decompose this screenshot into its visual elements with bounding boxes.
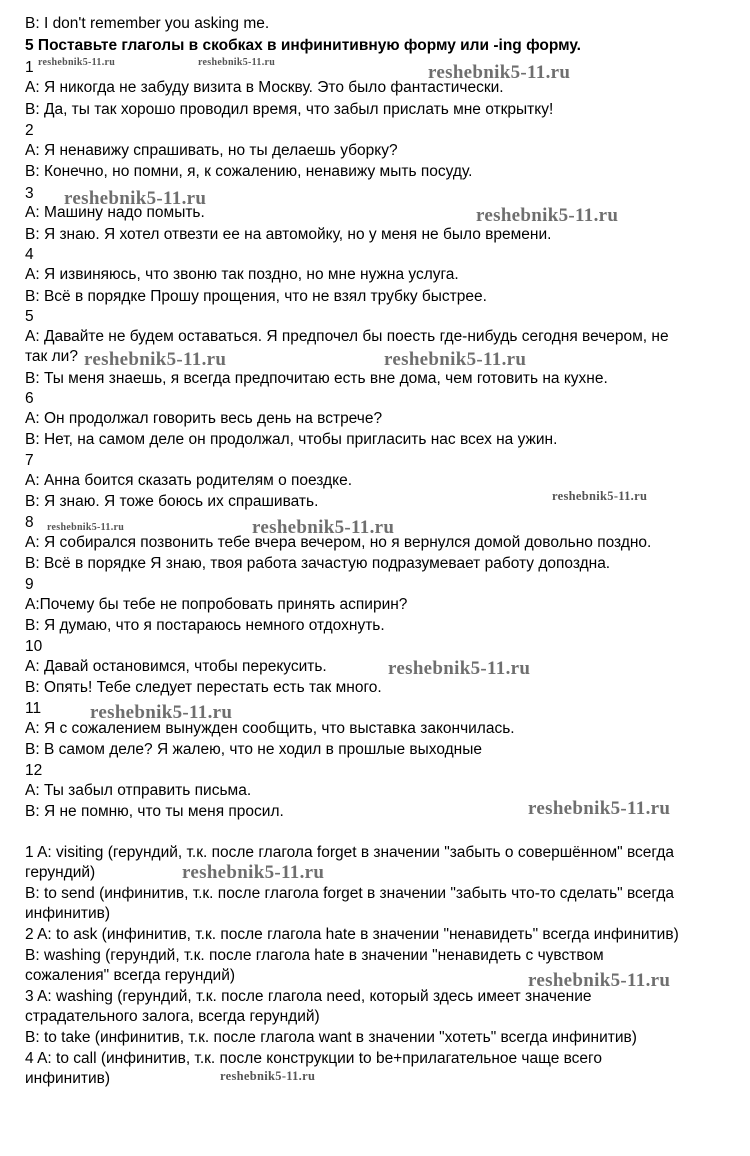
text-line: B: I don't remember you asking me. — [25, 15, 270, 32]
dialog-line-a: A: Давайте не будем оставаться. Я предпочел бы поесть где-нибудь сегодня вечером, не — [25, 328, 669, 345]
answer-line: B: washing (герундий, т.к. после глагола hate в значении "ненавидеть с чувством — [25, 947, 604, 964]
item-number: 9 — [25, 576, 34, 593]
watermark: reshebnik5-11.ru — [528, 970, 671, 991]
answer-line: инфинитив) — [25, 905, 111, 922]
answer-line: B: to take (инфинитив, т.к. после глагола want в значении "хотеть" всегда инфинитив) — [25, 1029, 637, 1046]
item-number: 12 — [25, 762, 43, 779]
answer-line: сожаления" всегда герундий) — [25, 967, 236, 984]
dialog-line-b: B: Опять! Тебе следует перестать есть так много. — [25, 679, 382, 696]
dialog-line-a: A: Машину надо помыть. — [25, 204, 205, 221]
dialog-line-b: B: Всё в порядке Я знаю, твоя работа зачастую подразумевает работу допоздна. — [25, 555, 611, 572]
answer-line: 2 A: to ask (инфинитив, т.к. после глагола hate в значении "ненавидеть" всегда инфинитив) — [25, 926, 679, 943]
watermark: reshebnik5-11.ru — [182, 862, 325, 883]
dialog-line-a: A: Я ненавижу спрашивать, но ты делаешь уборку? — [25, 142, 398, 159]
answer-line: 4 A: to call (инфинитив, т.к. после конструкции to be+прилагательное чаще всего — [25, 1050, 602, 1067]
item-number: 11 — [25, 700, 42, 717]
answer-line: страдательного залога, всегда герундий) — [25, 1008, 320, 1025]
exercise-heading: 5 Поставьте глаголы в скобках в инфинитивную форму или -ing форму. — [25, 37, 581, 54]
dialog-line-a: A: Анна боится сказать родителям о поездке. — [25, 472, 352, 489]
dialog-line-b: B: Всё в порядке Прошу прощения, что не взял трубку быстрее. — [25, 288, 487, 305]
dialog-line-b: B: Я знаю. Я хотел отвезти ее на автомойку, но у меня не было времени. — [25, 226, 552, 243]
dialog-line-a-cont: так ли? — [25, 348, 78, 365]
watermark: reshebnik5-11.ru — [528, 798, 671, 819]
watermark: reshebnik5-11.ru — [428, 62, 571, 83]
dialog-line-a: A: Я никогда не забуду визита в Москву. Это было фантастически. — [25, 79, 504, 96]
watermark: reshebnik5-11.ru — [90, 702, 233, 723]
watermark: reshebnik5-11.ru — [38, 57, 116, 68]
dialog-line-b: B: Я думаю, что я постараюсь немного отдохнуть. — [25, 617, 385, 634]
watermark: reshebnik5-11.ru — [476, 205, 619, 226]
dialog-line-a: A: Он продолжал говорить весь день на встрече? — [25, 410, 383, 427]
watermark: reshebnik5-11.ru — [220, 1069, 316, 1083]
item-number: 2 — [25, 122, 34, 139]
dialog-line-b: B: Конечно, но помни, я, к сожалению, ненавижу мыть посуду. — [25, 163, 473, 180]
dialog-line-b: B: Да, ты так хорошо проводил время, что забыл прислать мне открытку! — [25, 101, 554, 118]
item-number: 5 — [25, 308, 34, 325]
watermark: reshebnik5-11.ru — [252, 517, 395, 538]
watermark: reshebnik5-11.ru — [384, 349, 527, 370]
answer-line: B: to send (инфинитив, т.к. после глагола forget в значении "забыть что-то сделать" всегда — [25, 885, 675, 902]
dialog-line-b: B: Я не помню, что ты меня просил. — [25, 803, 284, 820]
dialog-line-a: A:Почему бы тебе не попробовать принять аспирин? — [25, 596, 408, 613]
dialog-line-a: A: Ты забыл отправить письма. — [25, 782, 252, 799]
watermark: reshebnik5-11.ru — [84, 349, 227, 370]
answer-line: 1 A: visiting (герундий, т.к. после глагола forget в значении "забыть о совершённом" всегда — [25, 844, 675, 861]
dialog-line-b: B: В самом деле? Я жалею, что не ходил в прошлые выходные — [25, 741, 482, 758]
dialog-line-b: B: Я знаю. Я тоже боюсь их спрашивать. — [25, 493, 319, 510]
dialog-line-a: A: Я с сожалением вынужден сообщить, что выставка закончилась. — [25, 720, 515, 737]
dialog-line-a: A: Я собирался позвонить тебе вчера вечером, но я вернулся домой довольно поздно. — [25, 534, 652, 551]
item-number: 1 — [25, 59, 34, 76]
dialog-line-a: A: Давай остановимся, чтобы перекусить. — [25, 658, 327, 675]
answer-line: 3 A: washing (герундий, т.к. после глагола need, который здесь имеет значение — [25, 988, 592, 1005]
answer-line: герундий) — [25, 864, 96, 881]
item-number: 4 — [25, 246, 34, 263]
dialog-line-b: B: Нет, на самом деле он продолжал, чтобы пригласить нас всех на ужин. — [25, 431, 558, 448]
dialog-line-a: A: Я извиняюсь, что звоню так поздно, но мне нужна услуга. — [25, 266, 459, 283]
watermark: reshebnik5-11.ru — [64, 188, 207, 209]
watermark: reshebnik5-11.ru — [552, 489, 648, 503]
watermark: reshebnik5-11.ru — [47, 522, 125, 533]
watermark: reshebnik5-11.ru — [198, 57, 276, 68]
watermark: reshebnik5-11.ru — [388, 658, 531, 679]
item-number: 7 — [25, 452, 34, 469]
answer-line: инфинитив) — [25, 1070, 111, 1087]
dialog-line-b: B: Ты меня знаешь, я всегда предпочитаю есть вне дома, чем готовить на кухне. — [25, 370, 608, 387]
item-number: 3 — [25, 185, 34, 202]
item-number: 10 — [25, 638, 43, 655]
item-number: 6 — [25, 390, 34, 407]
item-number: 8 — [25, 514, 34, 531]
